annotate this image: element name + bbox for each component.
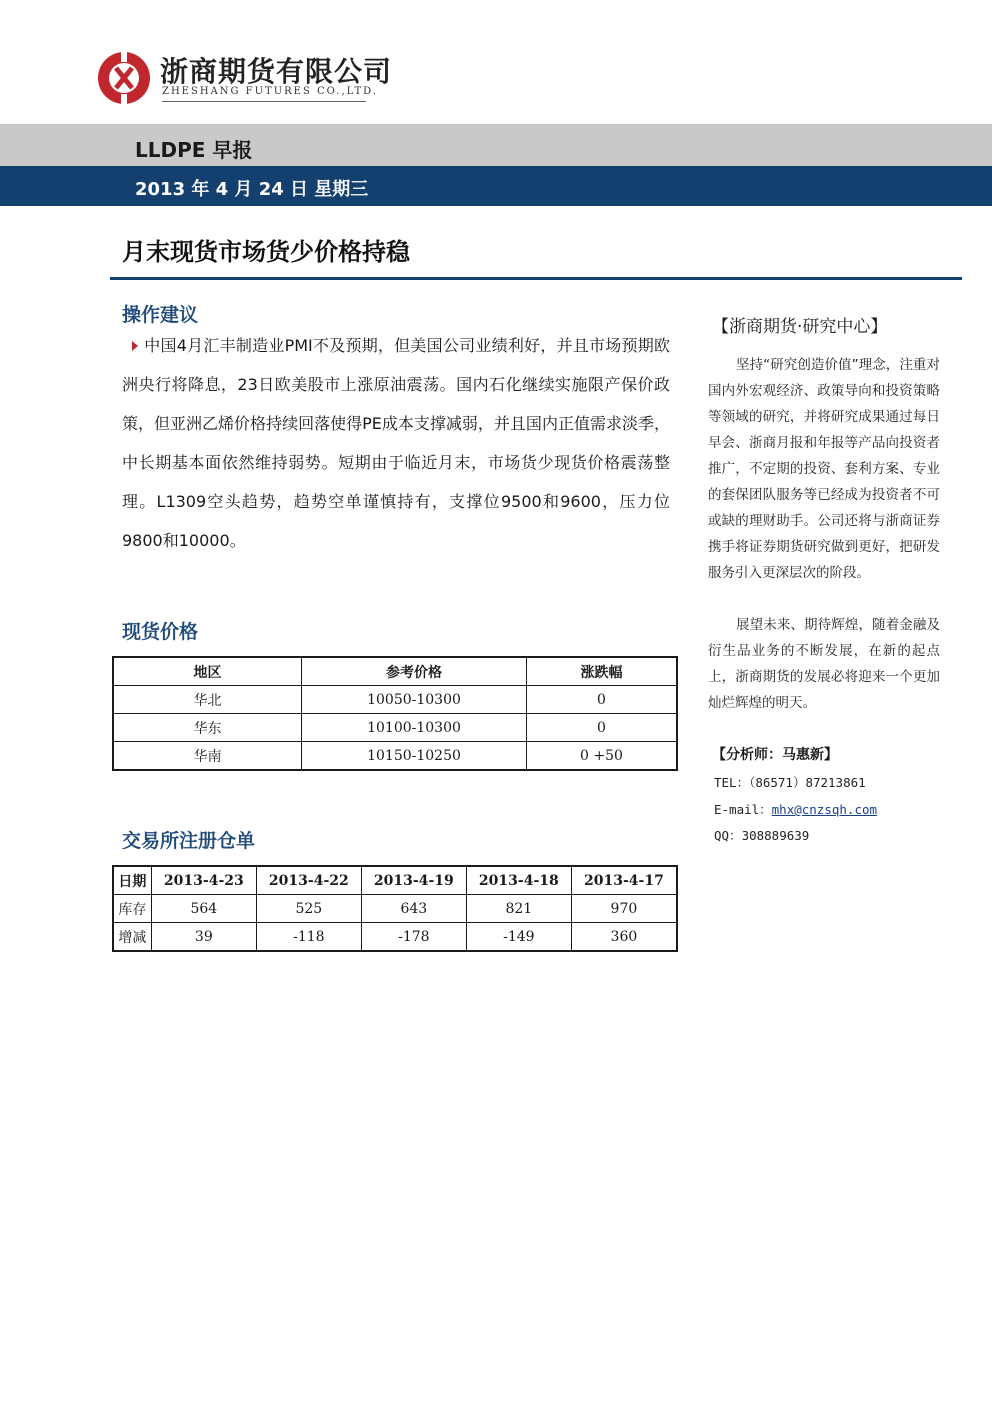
report-date: 2013 年 4 月 24 日 星期三	[135, 179, 369, 200]
value-cell: -149	[466, 923, 571, 952]
change-cell: 0 +50	[527, 742, 678, 771]
tel-label: TEL：	[714, 775, 750, 790]
date-band	[0, 166, 992, 206]
value-cell: -118	[256, 923, 361, 952]
analyst-email	[714, 800, 877, 818]
value-cell: 39	[151, 923, 256, 952]
value-cell: -178	[361, 923, 466, 952]
value-cell: 643	[361, 895, 466, 923]
company-emblem-icon	[96, 50, 152, 106]
tel-value: （86571）87213861	[749, 775, 866, 790]
warehouse-title: 交易所注册仓单	[122, 830, 256, 852]
spot-title: 现货价格	[122, 621, 199, 643]
research-center-outlook: 展望未来、期待辉煌，随着金融及衍生品业务的不断发展，在新的起点上，浙商期货的发展必将迎来一个更加灿烂辉煌的明天。	[708, 617, 940, 711]
headline-divider	[110, 277, 962, 280]
column-header: 2013-4-18	[466, 866, 571, 895]
table-row	[113, 686, 677, 714]
warehouse-table	[112, 865, 678, 952]
value-cell: 360	[571, 923, 677, 952]
column-header: 2013-4-19	[361, 866, 466, 895]
table-row	[113, 923, 677, 952]
value-cell: 970	[571, 895, 677, 923]
column-header: 参考价格	[302, 657, 527, 686]
analyst-tel	[714, 773, 866, 791]
qq-value: 308889639	[741, 828, 810, 843]
column-header: 2013-4-23	[151, 866, 256, 895]
price-cell: 10100-10300	[302, 714, 527, 742]
value-cell: 564	[151, 895, 256, 923]
headline: 月末现货市场货少价格持稳	[122, 238, 410, 266]
company-name-cn: 浙商期货有限公司	[160, 55, 393, 88]
table-row	[113, 714, 677, 742]
column-header: 涨跌幅	[527, 657, 678, 686]
table-header-row	[113, 657, 677, 686]
column-header: 2013-4-22	[256, 866, 361, 895]
report-type-band	[0, 124, 992, 166]
column-header: 2013-4-17	[571, 866, 677, 895]
value-cell: 821	[466, 895, 571, 923]
value-cell: 525	[256, 895, 361, 923]
change-cell: 0	[527, 714, 678, 742]
price-cell: 10150-10250	[302, 742, 527, 771]
table-row	[113, 742, 677, 771]
analyst-qq	[714, 826, 809, 844]
email-label: E-mail：	[714, 802, 772, 817]
email-link[interactable]: mhx@cnzsqh.com	[771, 802, 878, 817]
qq-label: QQ：	[714, 828, 742, 843]
region-cell: 华北	[113, 686, 302, 714]
region-cell: 华东	[113, 714, 302, 742]
company-logo	[96, 46, 393, 106]
research-center-intro: 坚持“研究创造价值”理念，注重对国内外宏观经济、政策导向和投资策略等领域的研究，并将研究成果通过每日早会、浙商月报和年报等产品向投资者推广，不定期的投资、套利方案、专业的套保团队服务等已经成为投资者不可或缺的理财助手。公司还将与浙商证券携手将证券期货研究做到更好，把研发服务引入更深层次的阶段。	[708, 357, 940, 581]
advice-title: 操作建议	[122, 304, 199, 326]
logo-underline	[162, 101, 366, 102]
price-cell: 10050-10300	[302, 686, 527, 714]
advice-text: 中国4月汇丰制造业PMI不及预期，但美国公司业绩利好，并且市场预期欧洲央行将降息，23日欧美股市上涨原油震荡。国内石化继续实施限产保价政策，但亚洲乙烯价格持续回落使得PE成本支撑减弱，并且国内正值需求淡季，中长期基本面依然维持弱势。短期由于临近月末，市场货少现货价格震荡整理。L1309空头趋势，趋势空单谨慎持有，支撑位9500和9600，压力位9800和10000。	[122, 336, 670, 550]
table-row	[113, 895, 677, 923]
row-label-cell: 增减	[113, 923, 151, 952]
analyst-name: 【分析师：马惠新】	[712, 747, 838, 763]
column-header: 地区	[113, 657, 302, 686]
report-type: LLDPE 早报	[135, 138, 253, 162]
row-label-cell: 库存	[113, 895, 151, 923]
spot-price-table	[112, 656, 678, 771]
table-header-row	[113, 866, 677, 895]
advice-text-block	[122, 326, 670, 560]
column-header: 日期	[113, 866, 151, 895]
research-center-title: 【浙商期货·研究中心】	[712, 317, 888, 337]
bullet-arrow-icon	[132, 341, 138, 351]
region-cell: 华南	[113, 742, 302, 771]
change-cell: 0	[527, 686, 678, 714]
company-name-en: ZHESHANG FUTURES CO.,LTD.	[162, 86, 378, 97]
